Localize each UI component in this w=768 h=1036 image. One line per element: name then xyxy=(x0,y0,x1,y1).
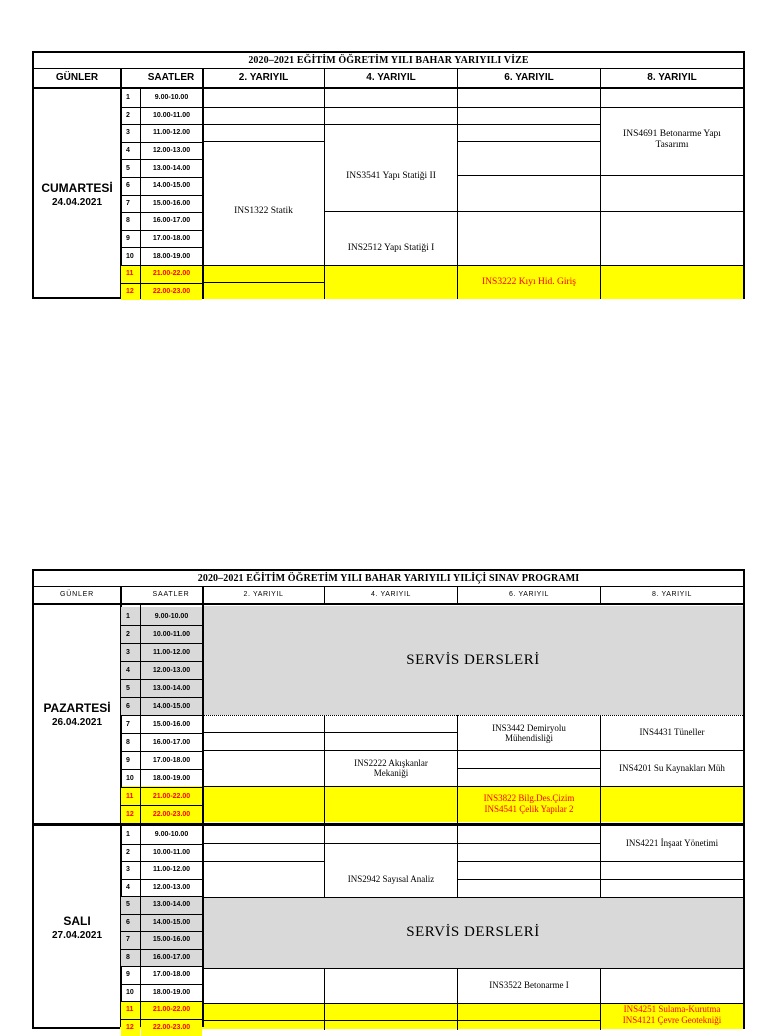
day-name: SALI xyxy=(34,914,120,928)
course-akiskanlar: INS2222 Akışkanlar Mekaniği xyxy=(325,751,457,785)
slot-number: 5 xyxy=(121,896,140,914)
header-hours: SAATLER xyxy=(140,69,202,87)
course-su-kaynaklari: INS4201 Su Kaynakları Müh xyxy=(601,751,743,785)
slot-row xyxy=(121,697,202,715)
slot-number: 11 xyxy=(121,787,140,805)
slot-time: 13.00-14.00 xyxy=(141,159,202,177)
slot-row xyxy=(121,230,202,248)
slot-number: 2 xyxy=(121,107,140,125)
slot-time: 16.00-17.00 xyxy=(141,733,202,751)
header-year-8-b: 8. YARIYIL xyxy=(601,587,743,603)
vize-title: 2020–2021 EĞİTİM ÖĞRETİM YILI BAHAR YARIYILI VİZE xyxy=(34,53,743,68)
course-betonarme-tasarimi: INS4691 Betonarme Yapı Tasarımı xyxy=(601,125,743,155)
slot-number: 10 xyxy=(121,984,140,1002)
servis-dersleri-monday: SERVİS DERSLERİ xyxy=(203,606,743,714)
slot-time: 18.00-19.00 xyxy=(141,769,202,787)
course-kiyi-hid: INS3222 Kıyı Hid. Giriş xyxy=(458,266,600,299)
servis-dersleri-tuesday: SERVİS DERSLERİ xyxy=(203,897,743,968)
slot-row xyxy=(121,195,202,213)
slot-time: 12.00-13.00 xyxy=(141,142,202,160)
day-name: CUMARTESİ xyxy=(34,181,120,195)
slot-row xyxy=(121,643,202,661)
slot-number: 5 xyxy=(121,159,140,177)
slot-row xyxy=(121,142,202,160)
slot-time: 11.00-12.00 xyxy=(141,124,202,142)
slot-row xyxy=(121,826,202,844)
vize-schedule-table xyxy=(32,51,745,299)
slot-time: 15.00-16.00 xyxy=(141,715,202,733)
slot-row xyxy=(121,107,202,125)
header-days-2: GÜNLER xyxy=(34,587,120,603)
slot-row xyxy=(121,733,202,751)
day-date: 26.04.2021 xyxy=(34,717,120,728)
slot-row xyxy=(121,124,202,142)
course-yapi-statigi-1: INS2512 Yapı Statiği I xyxy=(325,230,457,266)
header-year-2: 2. YARIYIL xyxy=(203,69,324,87)
slot-time: 22.00-23.00 xyxy=(141,1019,202,1036)
header-year-2-b: 2. YARIYIL xyxy=(203,587,324,603)
slot-number: 10 xyxy=(121,247,140,265)
slot-row xyxy=(121,805,202,823)
slot-number: 4 xyxy=(121,142,140,160)
slot-time: 22.00-23.00 xyxy=(141,805,202,823)
slot-number: 11 xyxy=(121,1001,140,1019)
slot-number: 9 xyxy=(121,966,140,984)
day-saturday xyxy=(34,89,120,299)
slot-number: 8 xyxy=(121,949,140,967)
course-sayisal-analiz: INS2942 Sayısal Analiz xyxy=(325,862,457,896)
slot-number: 1 xyxy=(121,826,140,844)
slot-row xyxy=(121,625,202,643)
slot-row xyxy=(121,247,202,265)
slot-time: 17.00-18.00 xyxy=(141,751,202,769)
slot-time: 18.00-19.00 xyxy=(141,984,202,1002)
slot-number: 6 xyxy=(121,177,140,195)
slot-row xyxy=(121,966,202,984)
course-sulama-cevre xyxy=(601,1004,743,1030)
slot-row xyxy=(121,265,202,283)
slot-time: 10.00-11.00 xyxy=(141,107,202,125)
monday-evening-highlight xyxy=(120,786,743,822)
day-tuesday xyxy=(34,826,120,1029)
slot-number: 4 xyxy=(121,879,140,897)
slot-number: 12 xyxy=(121,805,140,823)
slot-row xyxy=(121,931,202,949)
slot-time: 13.00-14.00 xyxy=(141,679,202,697)
slot-number: 3 xyxy=(121,643,140,661)
slot-number: 6 xyxy=(121,697,140,715)
slot-row xyxy=(121,879,202,897)
slot-time: 13.00-14.00 xyxy=(141,896,202,914)
slot-row xyxy=(121,212,202,230)
slot-row xyxy=(121,949,202,967)
slot-row xyxy=(121,787,202,805)
slot-time: 9.00-10.00 xyxy=(141,607,202,625)
slot-time: 14.00-15.00 xyxy=(141,177,202,195)
slot-number: 3 xyxy=(121,124,140,142)
slot-number: 7 xyxy=(121,195,140,213)
slot-number: 2 xyxy=(121,844,140,862)
course-demiryolu: INS3442 Demiryolu Mühendisliği xyxy=(458,716,600,749)
slot-time: 9.00-10.00 xyxy=(141,89,202,107)
yilici-schedule-table xyxy=(32,569,745,1029)
course-betonarme-1: INS3522 Betonarme I xyxy=(458,969,600,1002)
slot-row xyxy=(121,769,202,787)
slot-time: 22.00-23.00 xyxy=(141,283,202,301)
slot-number: 8 xyxy=(121,212,140,230)
slot-number: 6 xyxy=(121,914,140,932)
slot-row xyxy=(121,661,202,679)
day-date: 27.04.2021 xyxy=(34,930,120,941)
slot-number: 1 xyxy=(121,607,140,625)
slot-time: 21.00-22.00 xyxy=(141,1001,202,1019)
slot-row xyxy=(121,679,202,697)
slot-row xyxy=(121,861,202,879)
course-bilg-celik xyxy=(458,787,600,821)
slot-number: 9 xyxy=(121,751,140,769)
header-year-6: 6. YARIYIL xyxy=(458,69,600,87)
slot-row xyxy=(121,896,202,914)
slot-number: 9 xyxy=(121,230,140,248)
slot-time: 17.00-18.00 xyxy=(141,966,202,984)
course-insaat-yonetimi: INS4221 İnşaat Yönetimi xyxy=(601,827,743,860)
course-sulama: INS4251 Sulama-Kurutma xyxy=(624,1004,721,1015)
slot-number: 11 xyxy=(121,265,140,283)
slot-time: 14.00-15.00 xyxy=(141,697,202,715)
header-year-6-b: 6. YARIYIL xyxy=(458,587,600,603)
slot-number: 10 xyxy=(121,769,140,787)
slot-number: 12 xyxy=(121,1019,140,1036)
slot-time: 10.00-11.00 xyxy=(141,844,202,862)
course-yapi-statigi-2: INS3541 Yapı Statiği II xyxy=(325,158,457,194)
slot-time: 21.00-22.00 xyxy=(141,265,202,283)
slot-row xyxy=(121,751,202,769)
slot-number: 4 xyxy=(121,661,140,679)
slot-number: 7 xyxy=(121,715,140,733)
slot-row xyxy=(121,984,202,1002)
slot-row xyxy=(121,177,202,195)
slot-time: 9.00-10.00 xyxy=(141,826,202,844)
slot-time: 15.00-16.00 xyxy=(141,931,202,949)
slot-row xyxy=(121,844,202,862)
header-year-4: 4. YARIYIL xyxy=(325,69,457,87)
slot-row xyxy=(121,1001,202,1019)
slot-time: 21.00-22.00 xyxy=(141,787,202,805)
course-statik: INS1322 Statik xyxy=(203,193,324,229)
course-celik-yapilar: INS4541 Çelik Yapılar 2 xyxy=(484,804,573,815)
header-hours-2: SAATLER xyxy=(140,587,202,603)
slot-number: 12 xyxy=(121,283,140,301)
slot-time: 11.00-12.00 xyxy=(141,861,202,879)
day-date: 24.04.2021 xyxy=(34,197,120,208)
header-year-4-b: 4. YARIYIL xyxy=(325,587,457,603)
slot-row xyxy=(121,283,202,301)
day-monday xyxy=(34,606,120,823)
slot-number: 8 xyxy=(121,733,140,751)
slot-time: 12.00-13.00 xyxy=(141,879,202,897)
slot-time: 10.00-11.00 xyxy=(141,625,202,643)
slot-number: 2 xyxy=(121,625,140,643)
slot-row xyxy=(121,1019,202,1036)
header-year-8: 8. YARIYIL xyxy=(601,69,743,87)
slot-time: 11.00-12.00 xyxy=(141,643,202,661)
day-name: PAZARTESİ xyxy=(34,701,120,715)
course-tuneller: INS4431 Tüneller xyxy=(601,716,743,749)
slot-number: 5 xyxy=(121,679,140,697)
yilici-title: 2020–2021 EĞİTİM ÖĞRETİM YILI BAHAR YARIYILI YILİÇİ SINAV PROGRAMI xyxy=(34,571,743,586)
slot-number: 3 xyxy=(121,861,140,879)
slot-time: 17.00-18.00 xyxy=(141,230,202,248)
slot-row xyxy=(121,715,202,733)
slot-time: 15.00-16.00 xyxy=(141,195,202,213)
slot-row xyxy=(121,914,202,932)
slot-row xyxy=(121,89,202,107)
slot-time: 12.00-13.00 xyxy=(141,661,202,679)
course-cevre: INS4121 Çevre Geotekniği xyxy=(623,1015,721,1026)
slot-time: 16.00-17.00 xyxy=(141,212,202,230)
slot-row xyxy=(121,607,202,625)
slot-row xyxy=(121,159,202,177)
slot-number: 7 xyxy=(121,931,140,949)
slot-time: 18.00-19.00 xyxy=(141,247,202,265)
slot-time: 14.00-15.00 xyxy=(141,914,202,932)
slot-number: 1 xyxy=(121,89,140,107)
slot-time: 16.00-17.00 xyxy=(141,949,202,967)
header-days: GÜNLER xyxy=(34,69,120,87)
course-bilg-des: INS3822 Bilg.Des.Çizim xyxy=(484,793,575,804)
